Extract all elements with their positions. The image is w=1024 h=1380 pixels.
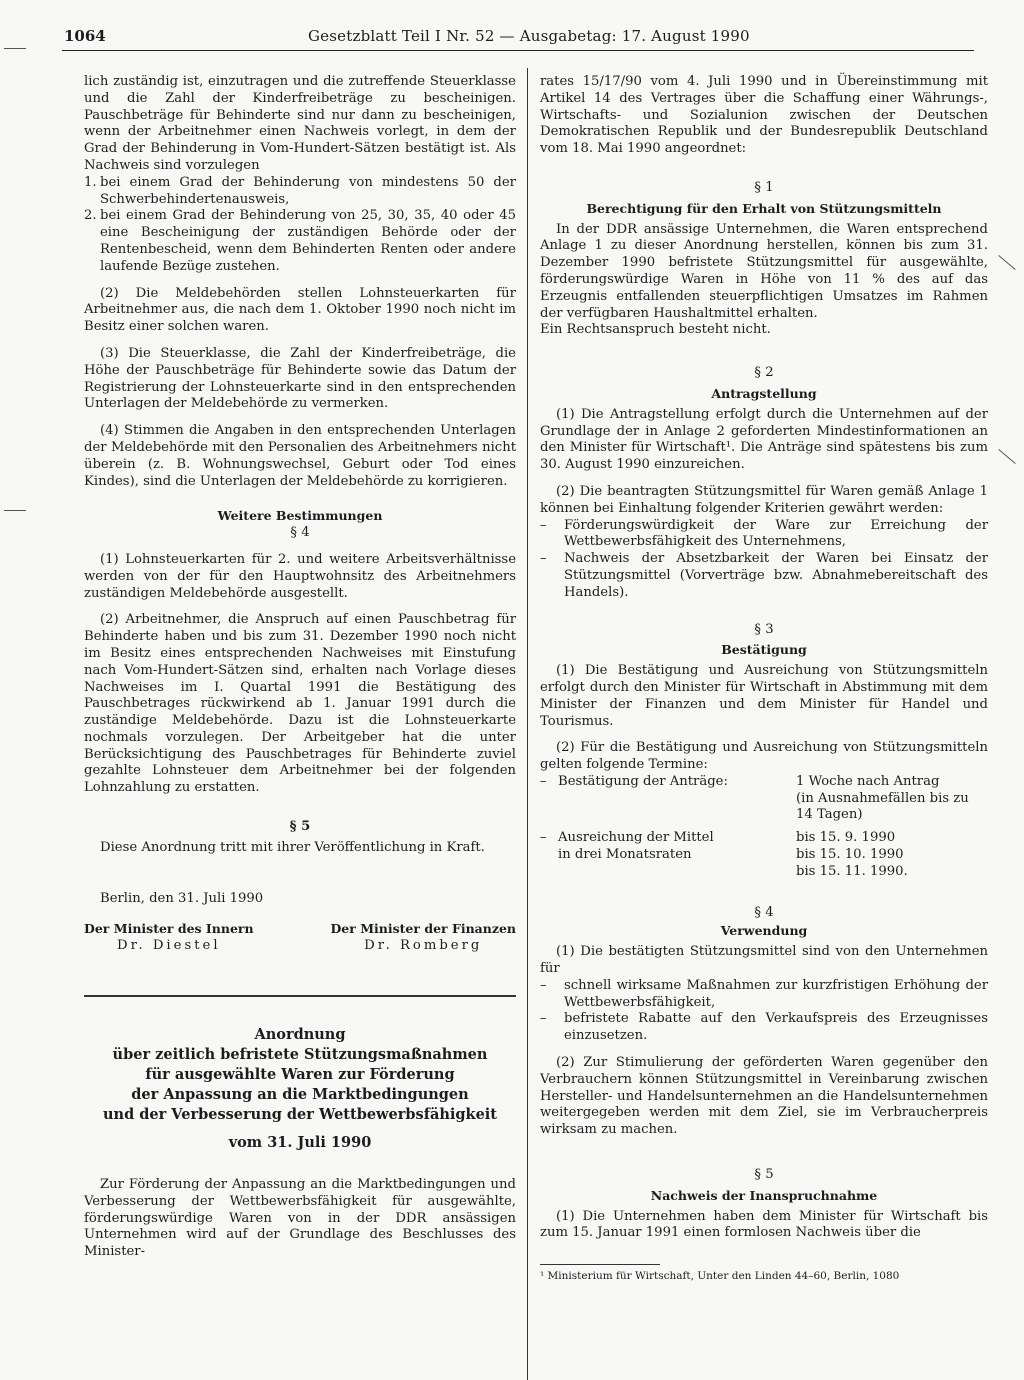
paragraph: In der DDR ansässige Unternehmen, die Waren entsprechend Anlage 1 zu dieser Anordnung herstellen, können bis zum 31. Dezember 1990 befristete Stützungsmittel für ausgewählte, förderungswürdige Waren in Höhe von 11 % des auf das Erzeugnis entfallenden steuerpflichtigen Umsatzes im Rahmen der verfügbaren Haushaltmittel erhalten. [540,221,988,321]
list-item: – Nachweis der Absetzbarkeit der Waren bei Einsatz der Stützungsmittel (Vorverträge bzw. Abnahmebereitschaft des Handels). [540,551,988,600]
preamble: Zur Förderung der Anpassung an die Marktbedingungen und Verbesserung der Wettbewerbsfähigkeit für ausgewählte, förderungswürdige Waren von in der DDR ansässigen Unternehmen wird auf der Grundlage des Beschlusses des Minister- [84,1177,516,1260]
paragraph: (1) Die Bestätigung und Ausreichung von Stützungsmitteln erfolgt durch den Minister für Wirtschaft in Abstimmung mit dem Minister der Finanzen und dem Minister für Handel und Tourismus. [540,663,988,729]
paragraph: (1) Die Unternehmen haben dem Minister für Wirtschaft bis zum 15. Januar 1991 einen formlosen Nachweis über die [540,1208,988,1241]
deadline-value: bis 15. 11. 1990. [796,863,908,879]
paragraph: lich zuständig ist, einzutragen und die zutreffende Steuerklasse und die Zahl der Kinderfreibeträge zu bescheinigen. Pauschbeträge für Behinderte sind nur dann zu bescheinigen, wenn der Arbeitnehmer einen Nachweis vorlegt, in dem der Grad der Behinderung in Vom-Hundert-Sätzen bestätigt ist. Als Nachweis sind vorzulegen [84,74,516,173]
deadline-value: 1 Woche nach Antrag [796,773,940,789]
scan-mark [4,510,26,511]
column-divider [527,68,528,1380]
deadline-table: – Bestätigung der Anträge: 1 Woche nach Antrag (in Ausnahmefällen bis zu 14 Tagen) – Ausreichung der Mittel bis 15. 9. 1990 in drei Monatsraten bis 15. 10. 1990 bis 15. 11. 1990. [540,774,988,881]
deadline-value: (in Ausnahmefällen bis zu [796,790,969,806]
paragraph: (2) Arbeitnehmer, die Anspruch auf einen Pauschbetrag für Behinderte haben und bis zum 31. Dezember 1990 noch nicht im Besitz eines entsprechenden Nachweises mit Einstufung nach Vom-Hundert-Sätzen sind, erhalten nach Vorlage dieses Nachweises im I. Quartal 1991 die Bestätigung des Pauschbetrages rückwirkend ab 1. Januar 1991 durch die zuständige Meldebehörde. Dazu ist die Lohnsteuerkarte nochmals vorzulegen. Der Arbeitgeber hat die unter Berücksichtigung des Pauschbetrages für Behinderte zuviel gezahlte Lohnsteuer dem Arbeitnehmer bei der folgenden Lohnzahlung zu erstatten. [84,612,516,796]
place-date: Berlin, den 31. Juli 1990 [100,890,264,906]
scan-mark [998,449,1015,464]
separator-rule [84,995,516,997]
section-number: § 1 [754,179,774,195]
ordinance-date: vom 31. Juli 1990 [228,1134,372,1152]
section-number: § 2 [754,365,774,381]
footnote-rule [540,1264,660,1265]
paragraph: (3) Die Steuerklasse, die Zahl der Kinderfreibeträge, die Höhe der Pauschbeträge für Behinderte sowie das Datum der Registrierung der Lohnsteuerkarte sind in den entsprechenden Unterlagen der Meldebehörde zu vermerken. [84,345,516,412]
section-number: § 4 [290,525,310,541]
paragraph: (2) Die Meldebehörden stellen Lohnsteuerkarten für Arbeitnehmer aus, die nach dem 1. Oktober 1990 noch nicht im Besitz einer solchen waren. [84,285,516,335]
paragraph: (4) Stimmen die Angaben in den entsprechenden Unterlagen der Meldebehörde mit den Personalien des Arbeitnehmers nicht überein (z. B. Wohnungswechsel, Geburt oder Tod eines Kindes), sind die Unterlagen der Meldebehörde zu korrigieren. [84,423,516,489]
signatory-name: Dr. Diestel [117,938,221,954]
section-title: Nachweis der Inanspruchnahme [650,1187,878,1203]
list-item: 2. bei einem Grad der Behinderung von 25, 30, 35, 40 oder 45 eine Bescheinigung der zuständigen Behörde oder der Rentenbescheid, wenn dem Behinderten Renten oder andere laufende Bezüge zustehen. [84,208,516,274]
paragraph: rates 15/17/90 vom 4. Juli 1990 und in Übereinstimmung mit Artikel 14 des Vertrages über die Schaffung einer Währungs-, Wirtschafts- und Sozialunion zwischen der Deutschen Demokratischen Republik und der Bundesrepublik Deutschland vom 18. Mai 1990 angeordnet: [540,74,988,157]
right-column [540,74,988,1283]
section-title: Bestätigung [721,642,807,658]
page-number: 1064 [64,27,106,45]
section-number: § 5 [289,819,311,835]
paragraph: (2) Die beantragten Stützungsmittel für Waren gemäß Anlage 1 können bei Einhaltung folgender Kriterien gewährt werden: [540,483,988,516]
signatures [84,921,516,955]
section-title: Antragstellung [711,385,817,401]
deadline-value: 14 Tagen) [796,807,863,823]
signatory-role: Der Minister der Finanzen [330,921,516,937]
paragraph: (1) Die Antragstellung erfolgt durch die Unternehmen auf der Grundlage der in Anlage 2 geforderten Mindestinformationen an den Minister für Wirtschaft¹. Die Anträge sind spätestens bis zum 30. August 1990 einzureichen. [540,406,988,473]
signature-block [330,921,516,955]
paragraph: (2) Für die Bestätigung und Ausreichung von Stützungsmitteln gelten folgende Termine: [540,740,988,773]
signatory-role: Der Minister des Innern [84,921,254,937]
section-title: Berechtigung für den Erhalt von Stützungsmitteln [586,200,942,216]
paragraph: (1) Lohnsteuerkarten für 2. und weitere Arbeitsverhältnisse werden von der für den Hauptwohnsitz des Arbeitnehmers zuständigen Meldebehörde ausgestellt. [84,551,516,601]
page-header [62,22,974,51]
scan-mark [998,255,1015,270]
section-number: § 3 [754,621,774,637]
paragraph: Diese Anordnung tritt mit ihrer Veröffentlichung in Kraft. [100,839,485,855]
list-item: – schnell wirksame Maßnahmen zur kurzfristigen Erhöhung der Wettbewerbsfähigkeit, [540,977,988,1010]
running-title: Gesetzblatt Teil I Nr. 52 — Ausgabetag: 17. August 1990 [308,27,750,45]
footnote: ¹ Ministerium für Wirtschaft, Unter den Linden 44–60, Berlin, 1080 [540,1270,900,1283]
paragraph: (2) Zur Stimulierung der geförderten Waren gegenüber den Verbrauchern können Stützungsmittel in Vereinbarung zwischen Hersteller- und Handelsunternehmen an die Handelsunternehmen weitergegeben werden mit dem Ziel, sie im Verbraucherpreis wirksam zu machen. [540,1055,988,1138]
scan-mark [4,48,26,49]
signature-block [84,921,254,955]
section-number: § 5 [754,1167,774,1183]
paragraph: Ein Rechtsanspruch besteht nicht. [540,322,771,338]
section-number: § 4 [754,904,774,920]
ordinance-title: Anordnung über zeitlich befristete Stützungsmaßnahmen für ausgewählte Waren zur Förderung der Anpassung an die Marktbedingungen und der Verbesserung der Wettbewerbsfähigkeit vom 31. Juli 1990 [84,1025,516,1153]
list-item: – Förderungswürdigkeit der Ware zur Erreichung der Wettbewerbsfähigkeit des Unternehmens, [540,517,988,550]
signatory-name: Dr. Romberg [364,938,483,954]
deadline-value: bis 15. 10. 1990 [796,847,904,863]
section-title: Verwendung [720,923,808,939]
deadline-label: Ausreichung der Mittel [558,830,714,846]
list-item: – befristete Rabatte auf den Verkaufspreis des Erzeugnisses einzusetzen. [540,1011,988,1044]
deadline-label: Bestätigung der Anträge: [558,773,728,789]
paragraph: (1) Die bestätigten Stützungsmittel sind von den Unternehmen für [540,944,988,977]
deadline-value: bis 15. 9. 1990 [796,830,896,846]
left-column [84,74,516,1261]
section-heading: Weitere Bestimmungen [217,508,383,524]
deadline-label: in drei Monatsraten [558,847,692,863]
list-item: 1. bei einem Grad der Behinderung von mindestens 50 der Schwerbehindertenausweis, [84,174,516,207]
